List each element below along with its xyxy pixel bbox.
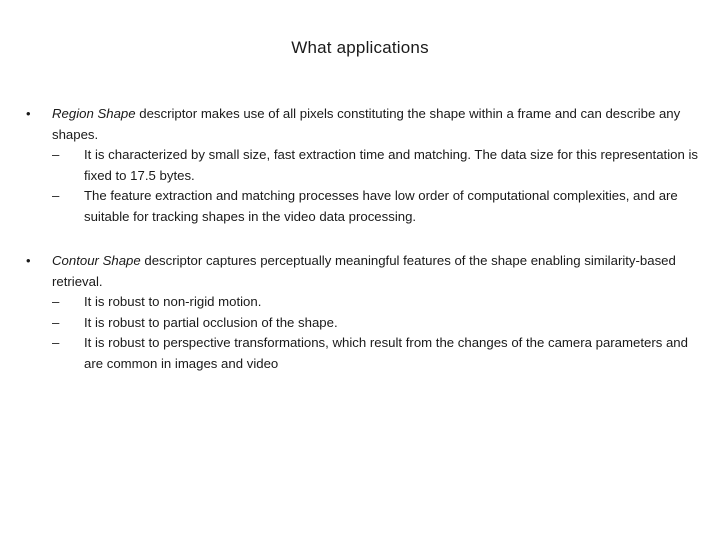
sub-item <box>52 313 706 334</box>
bullet-description: descriptor captures perceptually meaningful features of the shape enabling similarity-based retrieval. <box>52 253 676 289</box>
sub-item <box>52 186 706 227</box>
sub-item-marker: – <box>52 294 60 309</box>
slide-body <box>26 104 706 398</box>
bullet-description: descriptor makes use of all pixels constituting the shape within a frame and can describe any shapes. <box>52 106 681 142</box>
sub-item-text: The feature extraction and matching processes have low order of computational complexities, and are suitable for tracking shapes in the video data processing. <box>84 188 678 224</box>
bullet-region-shape <box>26 104 706 227</box>
bullet-marker: • <box>26 106 31 121</box>
sub-item-text: It is robust to perspective transformations, which result from the changes of the camera parameters and are common in images and video <box>84 335 688 371</box>
bullet-contour-shape <box>26 251 706 374</box>
bullet-marker: • <box>26 253 31 268</box>
sub-item <box>52 333 706 374</box>
bullet-text <box>52 251 706 292</box>
sub-item <box>52 145 706 186</box>
bullet-term: Contour Shape <box>52 253 141 268</box>
sub-item-marker: – <box>52 335 60 350</box>
bullet-term: Region Shape <box>52 106 136 121</box>
sub-item <box>52 292 706 313</box>
slide-title: What applications <box>291 38 429 57</box>
sub-item-marker: – <box>52 147 60 162</box>
sub-item-text: It is robust to partial occlusion of the shape. <box>84 314 338 330</box>
bullet-text <box>52 104 706 145</box>
sub-item-marker: – <box>52 188 60 203</box>
sub-item-text: It is robust to non-rigid motion. <box>84 294 262 309</box>
sub-item-marker: – <box>52 314 60 330</box>
sub-item-text: It is characterized by small size, fast extraction time and matching. The data size for this representation is fixed to 17.5 bytes. <box>84 147 698 183</box>
